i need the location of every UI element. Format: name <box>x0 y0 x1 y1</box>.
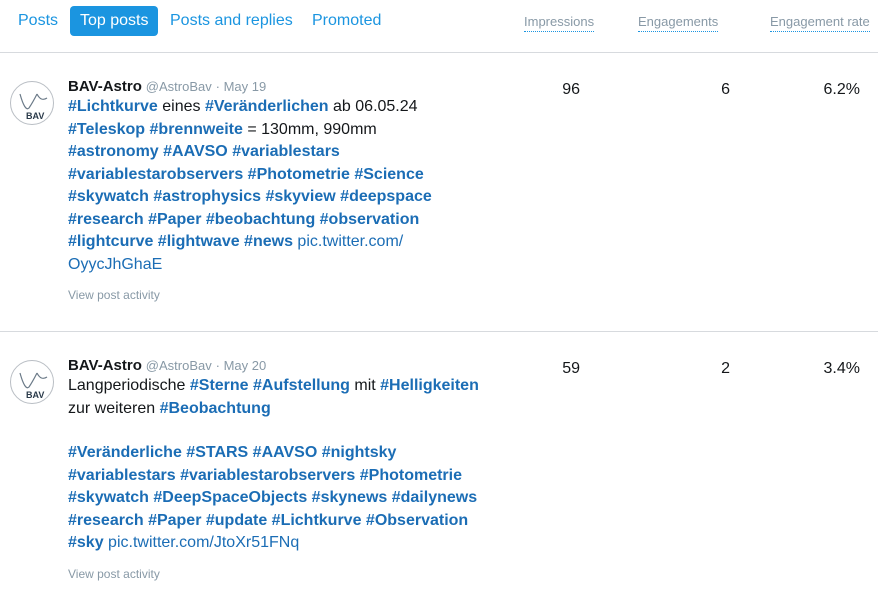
post-row <box>0 332 878 602</box>
hashtag[interactable]: #Beobachtung <box>159 399 271 417</box>
paragraph-gap <box>68 420 488 442</box>
engagements-value: 6 <box>721 81 730 98</box>
hashtag-line[interactable]: #Veränderliche #STARS #AAVSO #nightsky <box>68 444 397 461</box>
bav-logo-icon <box>11 361 55 405</box>
meta-separator: · <box>215 79 224 94</box>
impressions-value: 96 <box>562 81 580 98</box>
hashtag[interactable]: #Sterne <box>189 377 249 394</box>
media-link[interactable]: OyycJhGhaE <box>68 255 163 273</box>
post-body <box>68 77 488 302</box>
hashtag[interactable]: #Veränderlichen <box>204 98 329 115</box>
view-post-activity-link[interactable]: View post activity <box>68 566 160 581</box>
hashtag[interactable]: #Aufstellung <box>253 377 350 394</box>
hashtag-line[interactable]: #skywatch #astrophysics #skyview #deepspace <box>68 188 432 205</box>
media-link[interactable]: pic.twitter.com/JtoXr51FNq <box>103 534 300 551</box>
post-date[interactable]: May 20 <box>223 358 267 373</box>
media-link[interactable]: pic.twitter.com/ <box>292 233 404 250</box>
avatar[interactable] <box>10 81 54 125</box>
post-text-segment: Langperiodische <box>68 377 190 394</box>
analytics-header <box>0 0 878 53</box>
hashtag-line[interactable]: #skywatch #DeepSpaceObjects #skynews #dailynews <box>68 489 478 506</box>
avatar-label: BAV <box>26 390 45 400</box>
author-name[interactable]: BAV-Astro <box>68 357 142 374</box>
post-text-segment: eines <box>157 98 205 115</box>
hashtag-line[interactable]: #astronomy #AAVSO #variablestars <box>68 143 340 160</box>
hashtag[interactable]: #sky <box>68 534 104 551</box>
engagement-rate-value: 3.4% <box>823 360 860 377</box>
hashtag[interactable]: #Lichtkurve <box>68 98 158 115</box>
post-date[interactable]: May 19 <box>223 79 267 94</box>
author-handle[interactable]: @AstroBav <box>145 79 212 94</box>
column-header-engagement-rate[interactable]: Engagement rate <box>770 14 870 32</box>
hashtag-line[interactable]: #variablestarobservers #Photometrie #Science <box>68 165 424 183</box>
post-meta <box>68 77 488 96</box>
hashtag-line[interactable]: #lightcurve #lightwave #news <box>68 233 293 250</box>
post-body <box>68 356 488 581</box>
hashtag[interactable]: #Helligkeiten <box>380 377 479 394</box>
tab-posts-and-replies[interactable]: Posts and replies <box>170 12 293 29</box>
post-row <box>0 53 878 332</box>
tab-posts[interactable]: Posts <box>18 12 59 29</box>
view-post-activity-link[interactable]: View post activity <box>68 288 160 302</box>
post-text-segment: ab 06.05.24 <box>328 98 418 115</box>
column-header-engagements[interactable]: Engagements <box>638 14 718 32</box>
post-text <box>68 375 488 555</box>
author-name[interactable]: BAV-Astro <box>68 78 142 95</box>
avatar-label: BAV <box>26 111 45 121</box>
hashtag-line[interactable]: #research #Paper #beobachtung #observation <box>68 210 420 228</box>
engagement-rate-value: 6.2% <box>823 81 860 98</box>
author-handle[interactable]: @AstroBav <box>145 358 212 373</box>
post-text-segment: = 130mm, 990mm <box>242 120 377 138</box>
post-text <box>68 96 488 276</box>
meta-separator: · <box>215 358 224 373</box>
hashtag-line[interactable]: #research #Paper #update #Lichtkurve #Observation <box>68 511 469 529</box>
impressions-value: 59 <box>562 360 580 377</box>
hashtag[interactable]: #Teleskop <box>68 120 146 138</box>
column-header-impressions[interactable]: Impressions <box>524 14 594 32</box>
bav-logo-icon <box>11 82 55 126</box>
post-text-segment: mit <box>349 377 381 394</box>
engagements-value: 2 <box>721 360 730 377</box>
post-meta <box>68 356 488 375</box>
hashtag-line[interactable]: #variablestars #variablestarobservers #Photometrie <box>68 466 462 484</box>
post-text-segment: zur weiteren <box>68 399 160 417</box>
hashtag[interactable]: #brennweite <box>149 120 243 138</box>
tab-promoted[interactable]: Promoted <box>312 12 382 29</box>
avatar[interactable] <box>10 360 54 404</box>
tab-top-posts[interactable]: Top posts <box>70 6 158 36</box>
